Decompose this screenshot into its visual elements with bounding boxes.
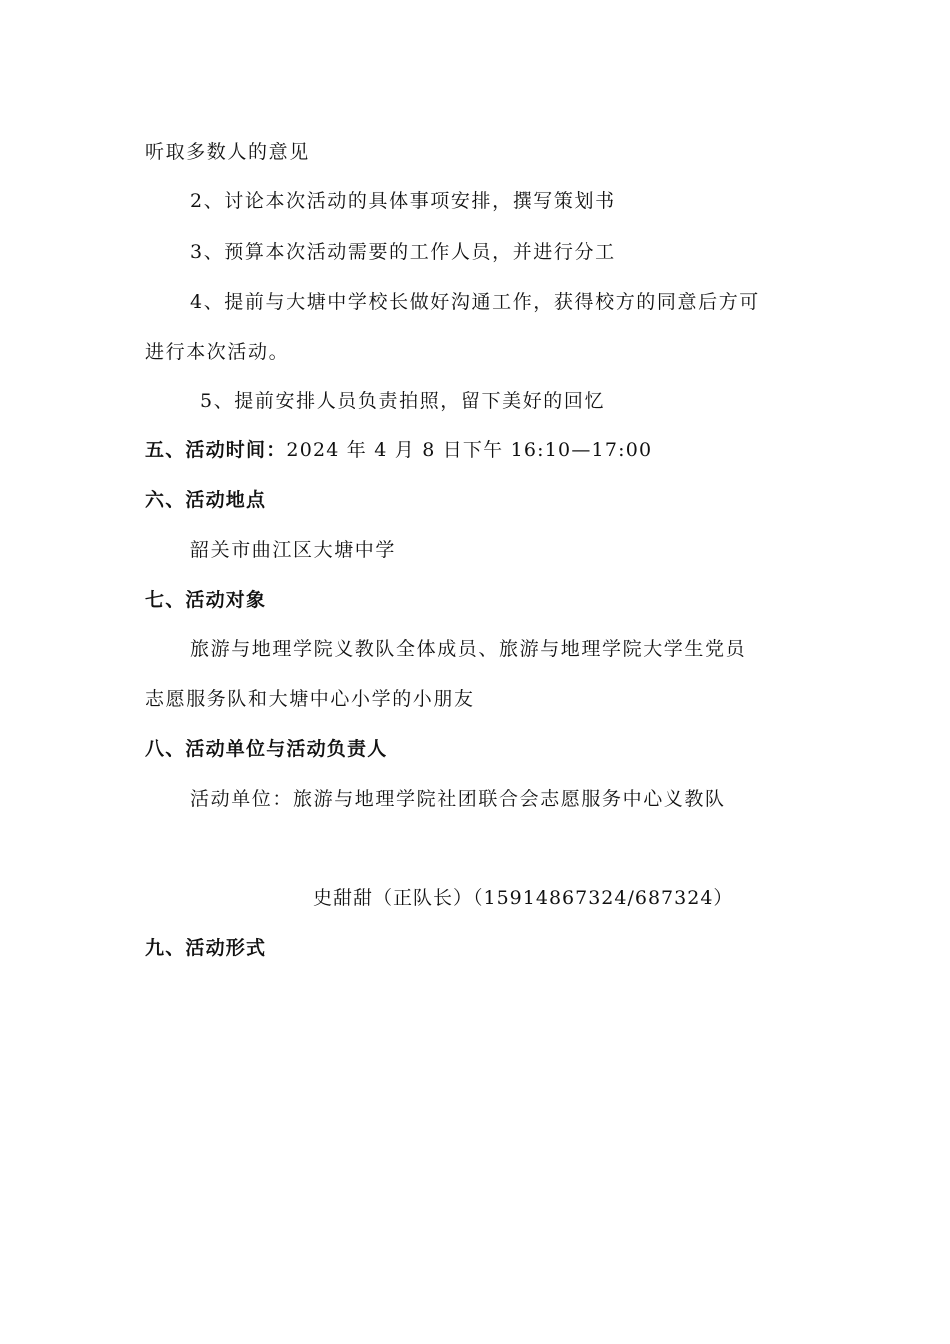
section-time — [145, 438, 652, 462]
section-target-line-1: 旅游与地理学院义教队全体成员、旅游与地理学院大学生党员 — [190, 638, 747, 660]
section-time-value: 2024 年 4 月 8 日下午 16:10—17:00 — [286, 439, 653, 461]
prep-item-4: 4、提前与大塘中学校长做好沟通工作，获得校方的同意后方可 — [190, 291, 760, 313]
prep-item-4-continuation: 进行本次活动。 — [145, 341, 290, 363]
section-target-line-2: 志愿服务队和大塘中心小学的小朋友 — [145, 688, 475, 710]
section-organizer-leader: 史甜甜（正队长）（15914867324/687324） — [313, 887, 734, 909]
prep-continuation: 听取多数人的意见 — [145, 141, 310, 163]
section-location-value: 韶关市曲江区大塘中学 — [190, 539, 397, 561]
prep-item-2: 2、讨论本次活动的具体事项安排，撰写策划书 — [190, 190, 616, 212]
section-target-heading: 七、活动对象 — [145, 589, 267, 611]
section-time-heading: 五、活动时间： — [145, 439, 287, 461]
section-organizer-heading: 八、活动单位与活动负责人 — [145, 738, 388, 760]
prep-item-3: 3、预算本次活动需要的工作人员，并进行分工 — [190, 241, 616, 263]
section-organizer-unit: 活动单位：旅游与地理学院社团联合会志愿服务中心义教队 — [190, 788, 726, 810]
section-format-heading: 九、活动形式 — [145, 937, 267, 959]
prep-item-5: 5、提前安排人员负责拍照，留下美好的回忆 — [200, 390, 606, 412]
section-location-heading: 六、活动地点 — [145, 489, 267, 511]
